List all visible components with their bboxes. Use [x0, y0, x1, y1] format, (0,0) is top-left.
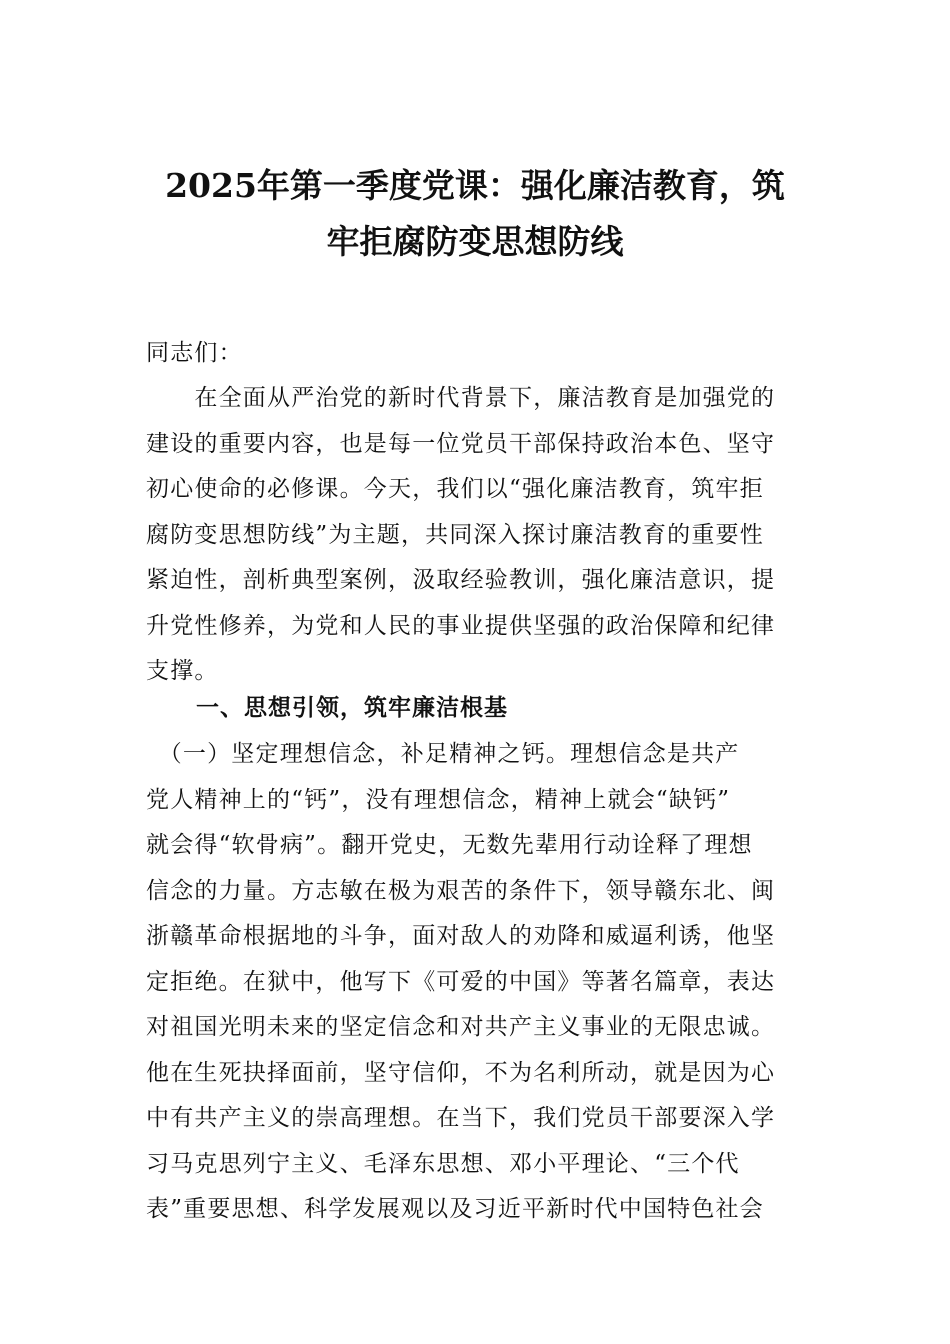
paragraph-line: 中有共产主义的崇高理想。在当下，我们党员干部要深入学: [146, 1105, 776, 1131]
title-line-1: 2025年第一季度党课：强化廉洁教育，筑: [165, 166, 785, 205]
paragraph-section-1-1: [146, 732, 816, 1233]
paragraph-line: 腐防变思想防线”为主题，共同深入探讨廉洁教育的重要性: [146, 521, 764, 548]
paragraph-line: 定拒绝。在狱中，他写下《可爱的中国》等著名篇章，表达: [146, 968, 776, 995]
paragraph-line: 表”重要思想、科学发展观以及习近平新时代中国特色社会: [146, 1196, 764, 1222]
paragraph-line: 对祖国光明未来的坚定信念和对共产主义事业的无限忠诚。: [146, 1014, 776, 1040]
paragraph-intro: [146, 376, 816, 695]
title-line-2: 牢拒腐防变思想防线: [326, 222, 624, 261]
paragraph-line: 初心使命的必修课。今天，我们以“强化廉洁教育，筑牢拒: [146, 476, 764, 502]
salutation: 同志们：: [146, 340, 243, 366]
paragraph-line: 升党性修养，为党和人民的事业提供坚强的政治保障和纪律: [146, 612, 776, 639]
paragraph-line: 他在生死抉择面前，坚守信仰，不为名利所动，就是因为心: [146, 1059, 776, 1086]
paragraph-line: 在全面从严治党的新时代背景下，廉洁教育是加强党的: [146, 385, 776, 411]
paragraph-line: 建设的重要内容，也是每一位党员干部保持政治本色、坚守: [146, 430, 776, 457]
paragraph-line: 党人精神上的“钙”，没有理想信念，精神上就会“缺钙”: [146, 786, 731, 813]
document-title: [120, 158, 830, 270]
section-heading-1: 一、思想引领，筑牢廉洁根基: [196, 695, 508, 721]
paragraph-line: 习马克思列宁主义、毛泽东思想、邓小平理论、“三个代: [146, 1150, 740, 1177]
paragraph-line: 信念的力量。方志敏在极为艰苦的条件下，领导赣东北、闽: [146, 877, 776, 904]
paragraph-line: 浙赣革命根据地的斗争，面对敌人的劝降和威逼利诱，他坚: [146, 923, 776, 949]
paragraph-line: 支撑。: [146, 658, 219, 684]
paragraph-line: 紧迫性，剖析典型案例，汲取经验教训，强化廉洁意识，提: [146, 567, 776, 593]
paragraph-line: （一）坚定理想信念，补足精神之钙。理想信念是共产: [146, 741, 740, 767]
paragraph-line: 就会得“软骨病”。翻开党史，无数先辈用行动诠释了理想: [146, 832, 753, 858]
